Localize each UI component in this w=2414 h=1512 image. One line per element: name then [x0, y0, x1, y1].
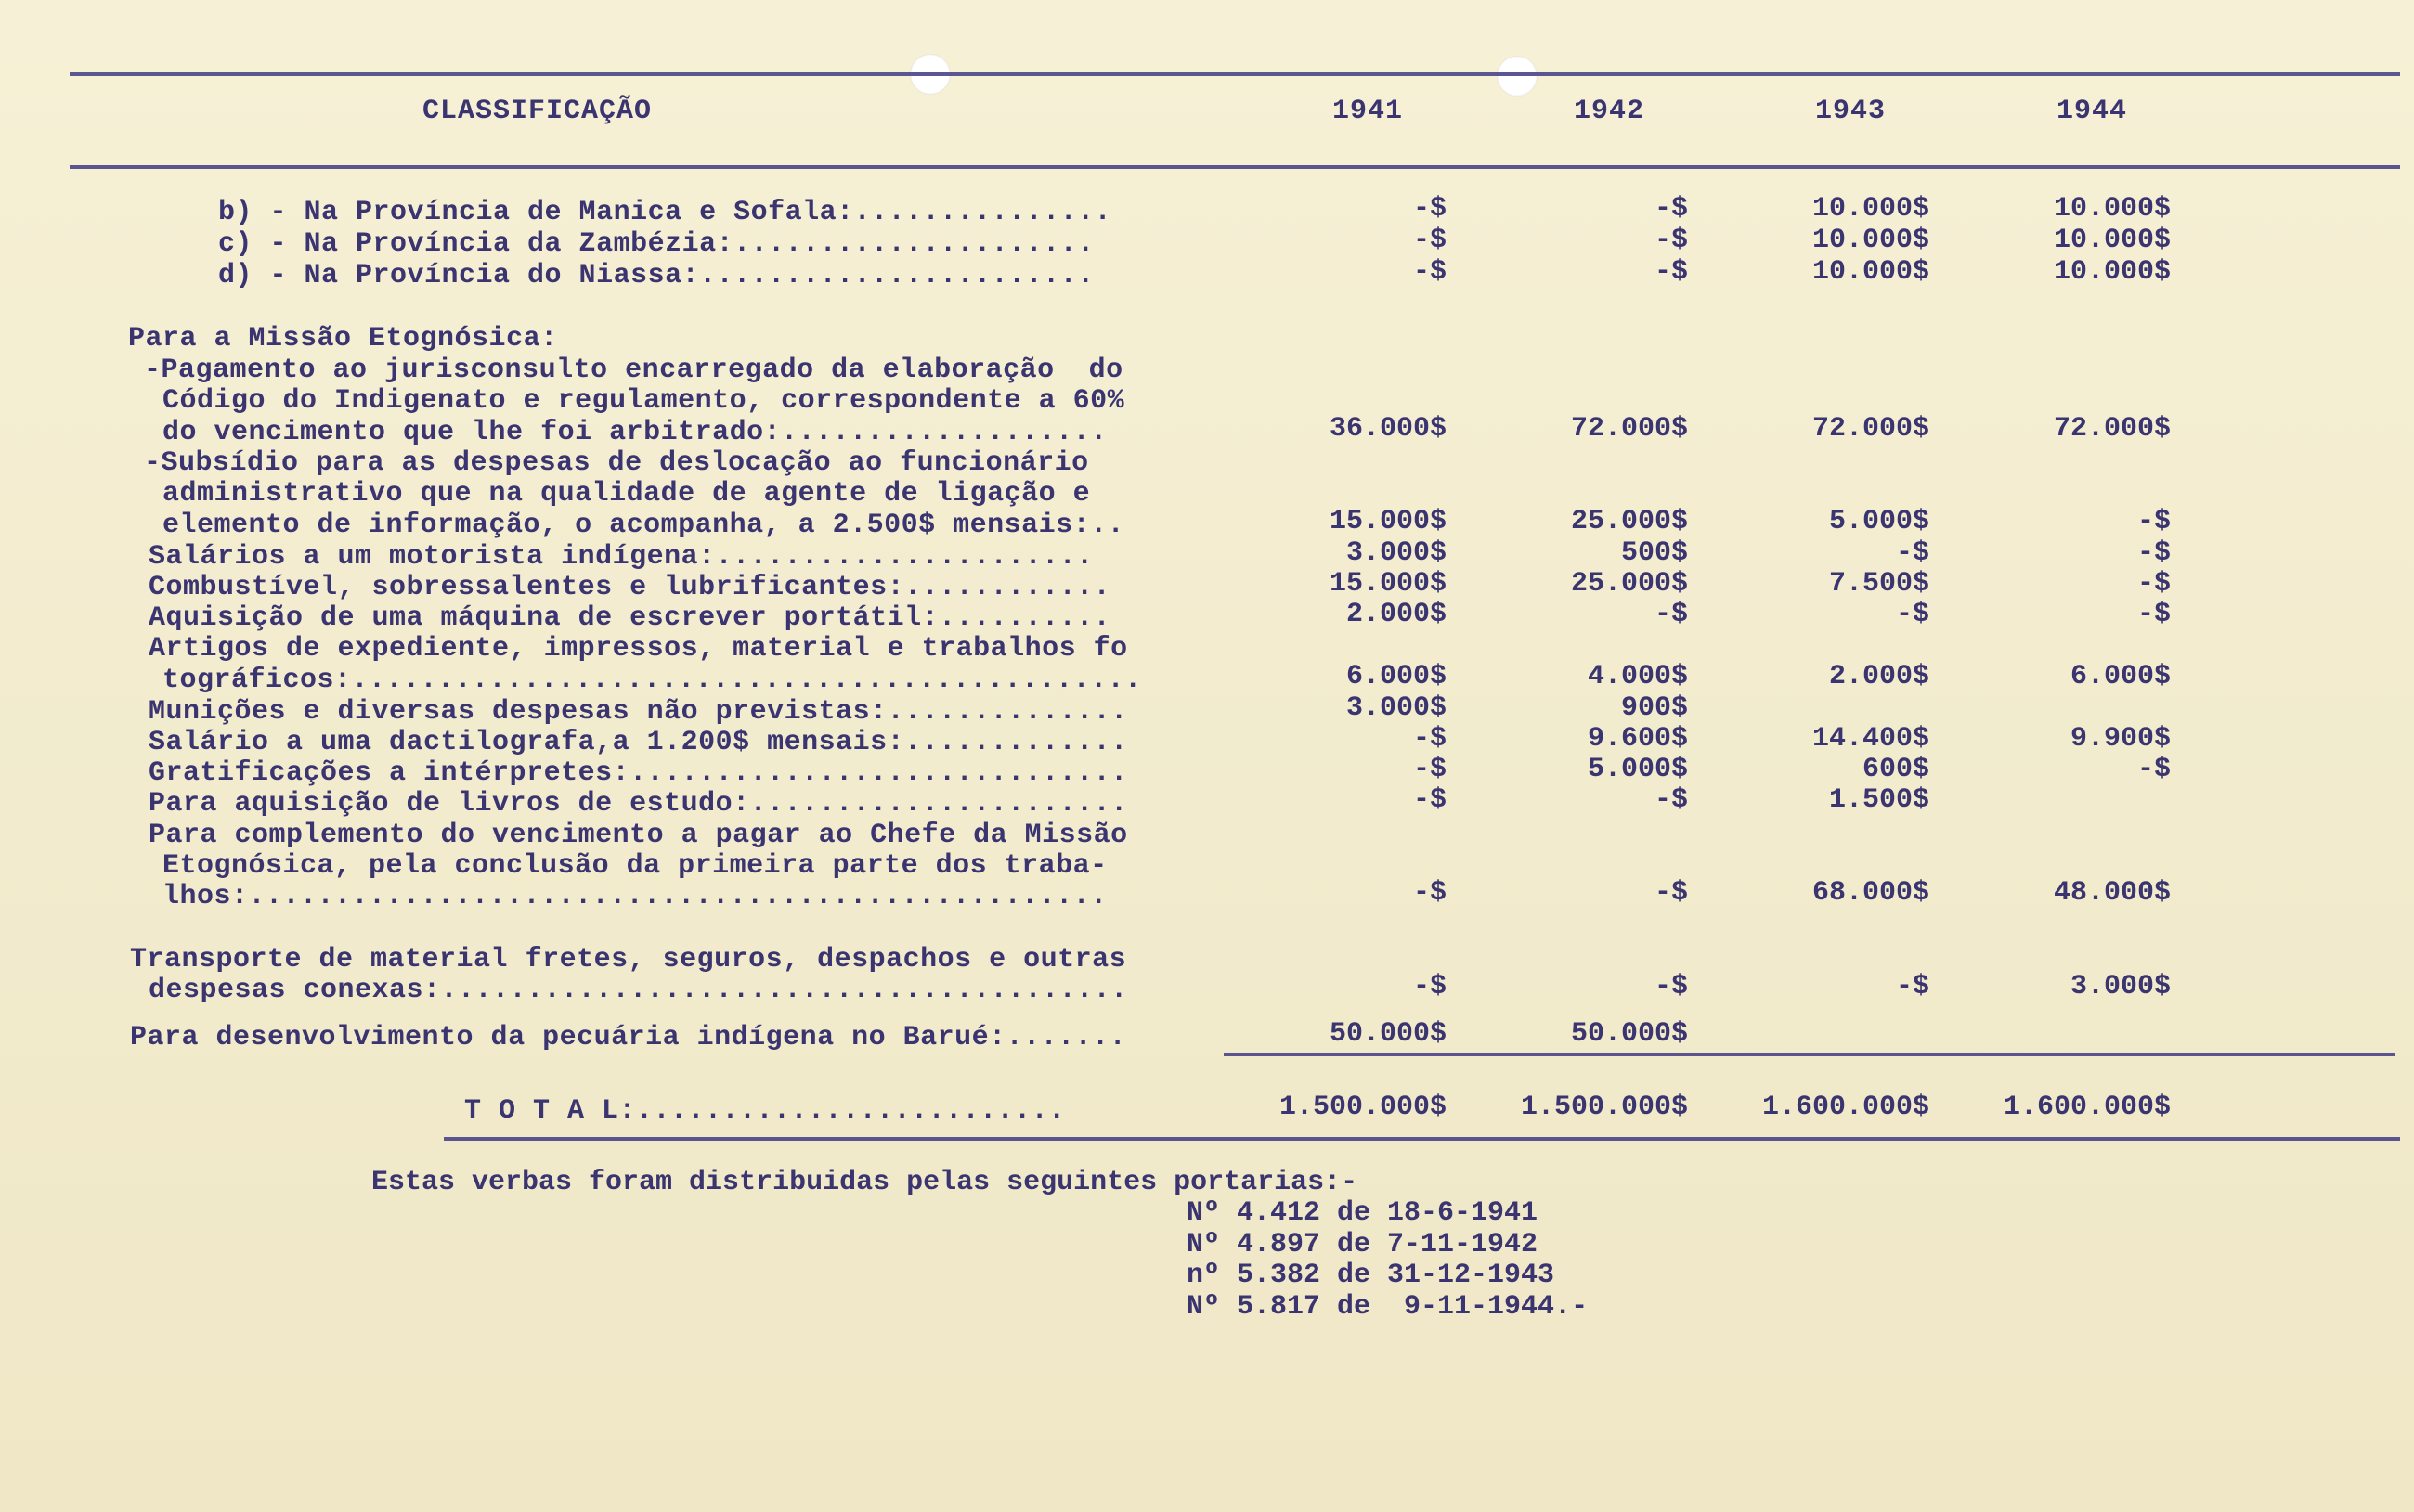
- value-1941: 36.000$: [1329, 413, 1447, 445]
- portaria-1942: Nº 4.897 de 7-11-1942: [1187, 1229, 1538, 1260]
- line-text: Gratificações a intérpretes:.............................: [149, 757, 1128, 789]
- total-label: T O T A L:.........................: [464, 1095, 1066, 1127]
- year-1942-heading: 1942: [1574, 96, 1645, 127]
- value-1943: -$: [1895, 971, 1929, 1002]
- value-1943: 7.500$: [1828, 568, 1929, 600]
- value-1942: 500$: [1620, 537, 1688, 569]
- value-1942: -$: [1654, 599, 1688, 630]
- portarias-intro: Estas verbas foram distribuidas pelas seguintes portarias:-: [371, 1167, 1358, 1198]
- portaria-1943: nº 5.382 de 31-12-1943: [1187, 1260, 1555, 1291]
- value-1942: -$: [1654, 784, 1688, 816]
- value-1943: 2.000$: [1828, 661, 1929, 692]
- value-1941: 15.000$: [1329, 506, 1447, 537]
- value-1942: -$: [1654, 971, 1688, 1002]
- value-1942: 9.600$: [1587, 723, 1688, 755]
- value-1943: -$: [1895, 537, 1929, 569]
- line-text: despesas conexas:........................................: [149, 975, 1128, 1006]
- classification-heading: CLASSIFICAÇÃO: [422, 96, 653, 127]
- value-1944: -$: [2136, 599, 2171, 630]
- value-1942: 4.000$: [1587, 661, 1688, 692]
- value-1941: -$: [1412, 256, 1447, 288]
- value-1941: -$: [1412, 754, 1447, 785]
- value-1943: -$: [1895, 599, 1929, 630]
- line-text: -Subsídio para as despesas de deslocação ao funcionário: [144, 447, 1089, 479]
- value-1944: -$: [2136, 568, 2171, 600]
- line-text: -Pagamento ao jurisconsulto encarregado da elaboração do: [144, 355, 1123, 386]
- value-1944: 72.000$: [2053, 413, 2171, 445]
- line-text: do vencimento que lhe foi arbitrado:...................: [162, 417, 1108, 448]
- year-1943-heading: 1943: [1815, 96, 1887, 127]
- value-1944: 9.900$: [2070, 723, 2171, 755]
- subtotal-rule: [1224, 1053, 2395, 1056]
- value-1943: 10.000$: [1811, 256, 1929, 288]
- year-1941-heading: 1941: [1332, 96, 1404, 127]
- value-1944: 3.000$: [2070, 971, 2171, 1002]
- value-1942: -$: [1654, 256, 1688, 288]
- value-1943: 10.000$: [1811, 225, 1929, 256]
- total-1941: 1.500.000$: [1278, 1092, 1447, 1123]
- value-1942: 25.000$: [1570, 568, 1688, 600]
- total-1942: 1.500.000$: [1520, 1092, 1688, 1123]
- year-1944-heading: 1944: [2057, 96, 2128, 127]
- value-1941: -$: [1412, 971, 1447, 1002]
- line-text: Código do Indigenato e regulamento, correspondente a 60%: [162, 385, 1125, 417]
- value-1941: 3.000$: [1345, 692, 1447, 724]
- value-1941: -$: [1412, 225, 1447, 256]
- line-text: Para desenvolvimento da pecuária indígena no Barué:.......: [130, 1022, 1127, 1053]
- line-text: Aquisição de uma máquina de escrever portátil:..........: [149, 602, 1111, 634]
- value-1942: 900$: [1620, 692, 1688, 724]
- value-1944: -$: [2136, 506, 2171, 537]
- line-text: b) - Na Província de Manica e Sofala:...............: [218, 197, 1112, 228]
- line-text: Para aquisição de livros de estudo:......................: [149, 788, 1128, 820]
- portaria-1944: Nº 5.817 de 9-11-1944.-: [1187, 1291, 1589, 1323]
- value-1943: 68.000$: [1811, 877, 1929, 909]
- punch-hole-right: [1497, 56, 1538, 97]
- value-1941: -$: [1412, 784, 1447, 816]
- value-1944: 10.000$: [2053, 256, 2171, 288]
- value-1943: 5.000$: [1828, 506, 1929, 537]
- line-text: Para complemento do vencimento a pagar ao Chefe da Missão: [149, 820, 1128, 851]
- line-text: Etognósica, pela conclusão da primeira parte dos traba-: [162, 850, 1108, 882]
- total-rule: [444, 1137, 2400, 1141]
- value-1944: -$: [2136, 754, 2171, 785]
- value-1941: 2.000$: [1345, 599, 1447, 630]
- line-text: tográficos:..............................................: [162, 665, 1142, 696]
- value-1942: -$: [1654, 877, 1688, 909]
- value-1941: -$: [1412, 877, 1447, 909]
- line-text: lhos:..................................................: [162, 881, 1108, 912]
- line-text: c) - Na Província da Zambézia:.....................: [218, 228, 1095, 260]
- line-text: Combustível, sobressalentes e lubrificantes:............: [149, 572, 1111, 603]
- top-rule: [70, 72, 2400, 76]
- value-1943: 600$: [1862, 754, 1929, 785]
- header-rule: [70, 165, 2400, 169]
- value-1944: 10.000$: [2053, 225, 2171, 256]
- line-text: elemento de informação, o acompanha, a 2.500$ mensais:..: [162, 510, 1125, 541]
- value-1942: 5.000$: [1587, 754, 1688, 785]
- line-text: Salário a uma dactilografa,a 1.200$ mensais:.............: [149, 727, 1128, 758]
- value-1941: -$: [1412, 723, 1447, 755]
- line-text: Artigos de expediente, impressos, material e trabalhos fo: [149, 633, 1128, 665]
- value-1942: -$: [1654, 193, 1688, 225]
- value-1941: 50.000$: [1329, 1018, 1447, 1050]
- value-1943: 14.400$: [1811, 723, 1929, 755]
- line-text: administrativo que na qualidade de agente de ligação e: [162, 478, 1091, 510]
- line-text: d) - Na Província do Niassa:.......................: [218, 260, 1095, 291]
- value-1944: 10.000$: [2053, 193, 2171, 225]
- total-1943: 1.600.000$: [1761, 1092, 1929, 1123]
- portaria-1941: Nº 4.412 de 18-6-1941: [1187, 1197, 1538, 1229]
- line-text: Munições e diversas despesas não previstas:..............: [149, 696, 1128, 728]
- value-1943: 1.500$: [1828, 784, 1929, 816]
- line-text: Salários a um motorista indígena:......................: [149, 541, 1094, 573]
- total-1944: 1.600.000$: [2003, 1092, 2171, 1123]
- line-text: Transporte de material fretes, seguros, despachos e outras: [130, 944, 1127, 976]
- value-1941: 3.000$: [1345, 537, 1447, 569]
- value-1943: 72.000$: [1811, 413, 1929, 445]
- value-1944: 48.000$: [2053, 877, 2171, 909]
- value-1943: 10.000$: [1811, 193, 1929, 225]
- value-1944: 6.000$: [2070, 661, 2171, 692]
- value-1942: 72.000$: [1570, 413, 1688, 445]
- value-1941: 6.000$: [1345, 661, 1447, 692]
- value-1942: -$: [1654, 225, 1688, 256]
- value-1942: 25.000$: [1570, 506, 1688, 537]
- value-1941: 15.000$: [1329, 568, 1447, 600]
- value-1944: -$: [2136, 537, 2171, 569]
- line-text: Para a Missão Etognósica:: [128, 323, 558, 355]
- value-1942: 50.000$: [1570, 1018, 1688, 1050]
- value-1941: -$: [1412, 193, 1447, 225]
